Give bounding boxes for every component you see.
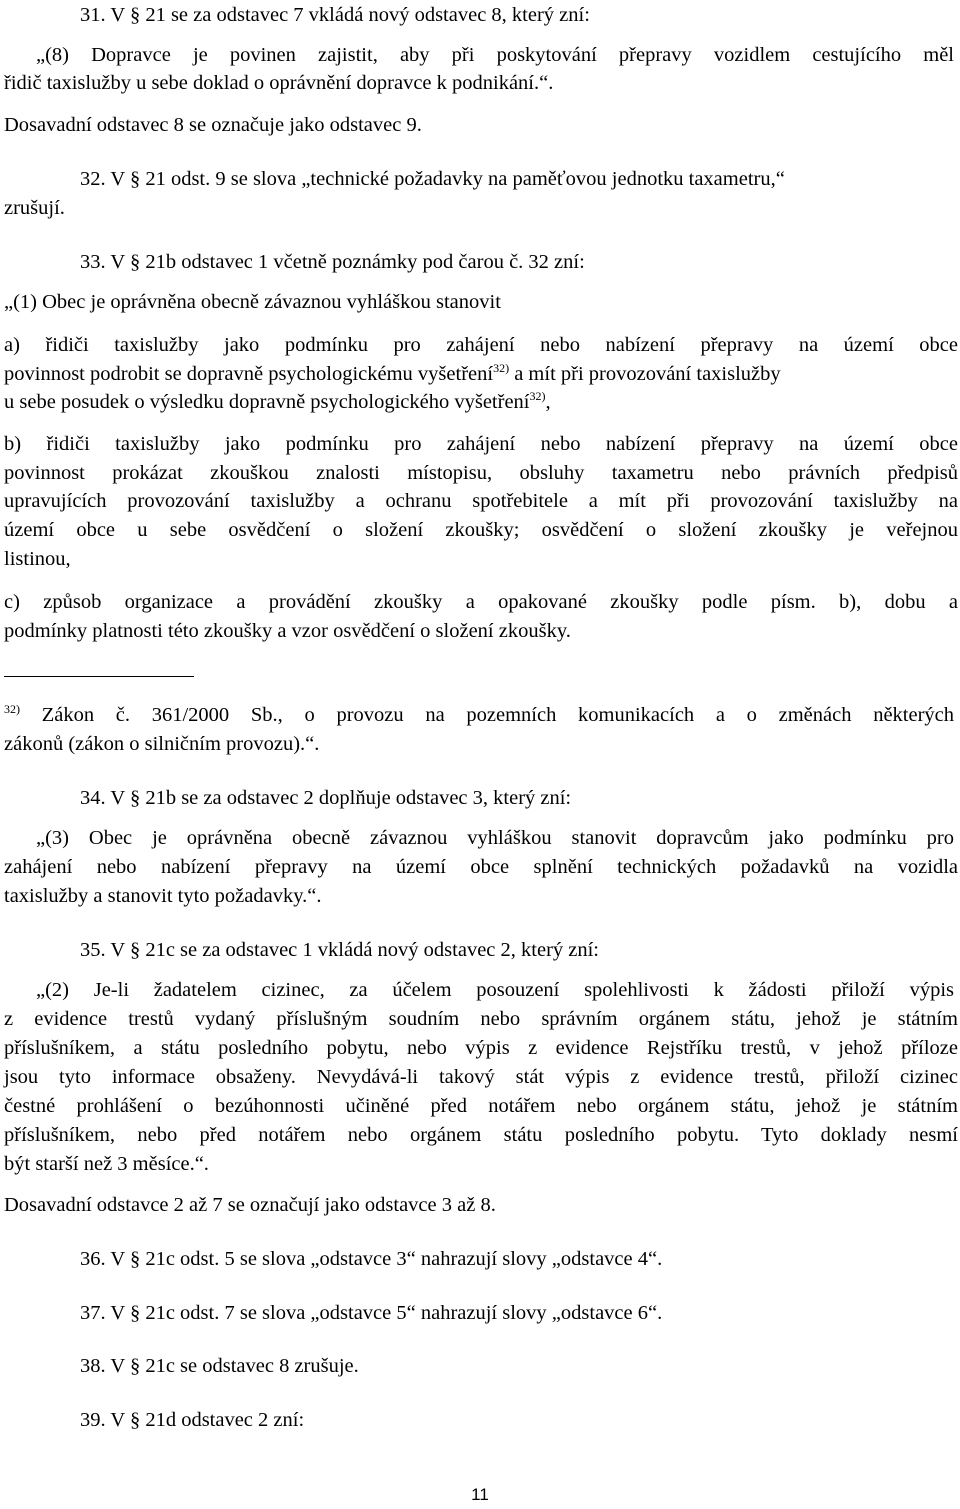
text-run: u sebe posudek o výsledku dopravně psychologického vyšetření: [4, 391, 530, 413]
item-31-heading: 31. V § 21 se za odstavec 7 vkládá nový odstavec 8, který zní:: [80, 4, 590, 26]
item-37-heading: 37. V § 21c odst. 7 se slova „odstavce 5“ nahrazují slovy „odstavce 6“.: [80, 1302, 663, 1324]
paragraph-line: „(3) Obec je oprávněna obecně závaznou vyhláškou stanovit dopravcům jako podmínku pro: [36, 827, 954, 849]
paragraph-line: čestné prohlášení o bezúhonnosti učiněné před notářem nebo orgánem státu, jehož je státním: [4, 1095, 958, 1117]
paragraph-line: „(2) Je-li žadatelem cizinec, za účelem posouzení spolehlivosti k žádosti přiloží výpis: [36, 979, 954, 1001]
text-run: povinnost podrobit se dopravně psychologickému vyšetření: [4, 363, 494, 385]
text-run: Zákon č. 361/2000 Sb., o provozu na pozemních komunikacích a o změnách některých: [41, 704, 955, 726]
item-36-heading: 36. V § 21c odst. 5 se slova „odstavce 3“ nahrazují slovy „odstavce 4“.: [80, 1248, 663, 1270]
paragraph-line: zahájení nebo nabízení přepravy na území obce splnění technických požadavků na vozidla: [4, 856, 958, 878]
paragraph-line: území obce u sebe osvědčení o složení zkoušky; osvědčení o složení zkoušky je veřejnou: [4, 519, 958, 541]
item-33-heading: 33. V § 21b odstavec 1 včetně poznámky pod čarou č. 32 zní:: [80, 251, 585, 273]
paragraph-line: jsou tyto informace obsaženy. Nevydává-li takový stát výpis z evidence trestů, přiloží cizinec: [4, 1066, 958, 1088]
paragraph-line: listinou,: [4, 548, 71, 570]
paragraph-line: [4, 362, 781, 386]
paragraph-line: příslušníkem, a státu posledního pobytu, nebo výpis z evidence Rejstříku trestů, v jehož příloze: [4, 1037, 958, 1059]
paragraph-line: Dosavadní odstavce 2 až 7 se označují jako odstavce 3 až 8.: [4, 1194, 496, 1216]
paragraph-line: řidič taxislužby u sebe doklad o oprávnění dopravce k podnikání.“.: [4, 72, 554, 94]
paragraph-line: c) způsob organizace a provádění zkoušky a opakované zkoušky podle písm. b), dobu a: [4, 591, 958, 613]
paragraph-line: a) řidiči taxislužby jako podmínku pro zahájení nebo nabízení přepravy na území obce: [4, 334, 958, 356]
page-number: 11: [471, 1485, 489, 1504]
text-run: a mít při provozování taxislužby: [509, 363, 781, 385]
item-34-heading: 34. V § 21b se za odstavec 2 doplňuje odstavec 3, který zní:: [80, 787, 572, 809]
paragraph-line: Dosavadní odstavec 8 se označuje jako odstavec 9.: [4, 114, 422, 136]
footnote-marker: 32): [4, 702, 20, 716]
paragraph-line: „(1) Obec je oprávněna obecně závaznou vyhláškou stanovit: [4, 291, 501, 313]
paragraph-line: upravujících provozování taxislužby a ochranu spotřebitele a mít při provozování taxislužby na: [4, 490, 958, 512]
paragraph-line: b) řidiči taxislužby jako podmínku pro zahájení nebo nabízení přepravy na území obce: [4, 433, 958, 455]
footnote-line: zákonů (zákon o silničním provozu).“.: [4, 733, 320, 755]
footnote-reference: 32): [493, 361, 510, 375]
paragraph-line: povinnost prokázat zkouškou znalosti místopisu, obsluhy taxametru nebo právních předpisů: [4, 462, 958, 484]
text-run: ,: [545, 391, 551, 413]
item-35-heading: 35. V § 21c se za odstavec 1 vkládá nový odstavec 2, který zní:: [80, 939, 600, 961]
paragraph-line: zrušují.: [4, 197, 65, 219]
footnote-separator: [4, 676, 194, 677]
item-32-heading: 32. V § 21 odst. 9 se slova „technické požadavky na paměťovou jednotku taxametru,“: [80, 168, 785, 190]
footnote-line: [4, 703, 954, 727]
paragraph-line: „(8) Dopravce je povinen zajistit, aby při poskytování přepravy vozidlem cestujícího měl: [36, 44, 954, 66]
footnote-reference: 32): [529, 389, 546, 403]
item-39-heading: 39. V § 21d odstavec 2 zní:: [80, 1409, 305, 1431]
item-38-heading: 38. V § 21c se odstavec 8 zrušuje.: [80, 1355, 359, 1377]
paragraph-line: taxislužby a stanovit tyto požadavky.“.: [4, 885, 322, 907]
paragraph-line: příslušníkem, nebo před notářem nebo orgánem státu posledního pobytu. Tyto doklady nesmí: [4, 1124, 958, 1146]
paragraph-line: podmínky platnosti této zkoušky a vzor osvědčení o složení zkoušky.: [4, 620, 571, 642]
paragraph-line: být starší než 3 měsíce.“.: [4, 1153, 209, 1175]
paragraph-line: z evidence trestů vydaný příslušným soudním nebo správním orgánem státu, jehož je státním: [4, 1008, 958, 1030]
paragraph-line: [4, 390, 551, 414]
